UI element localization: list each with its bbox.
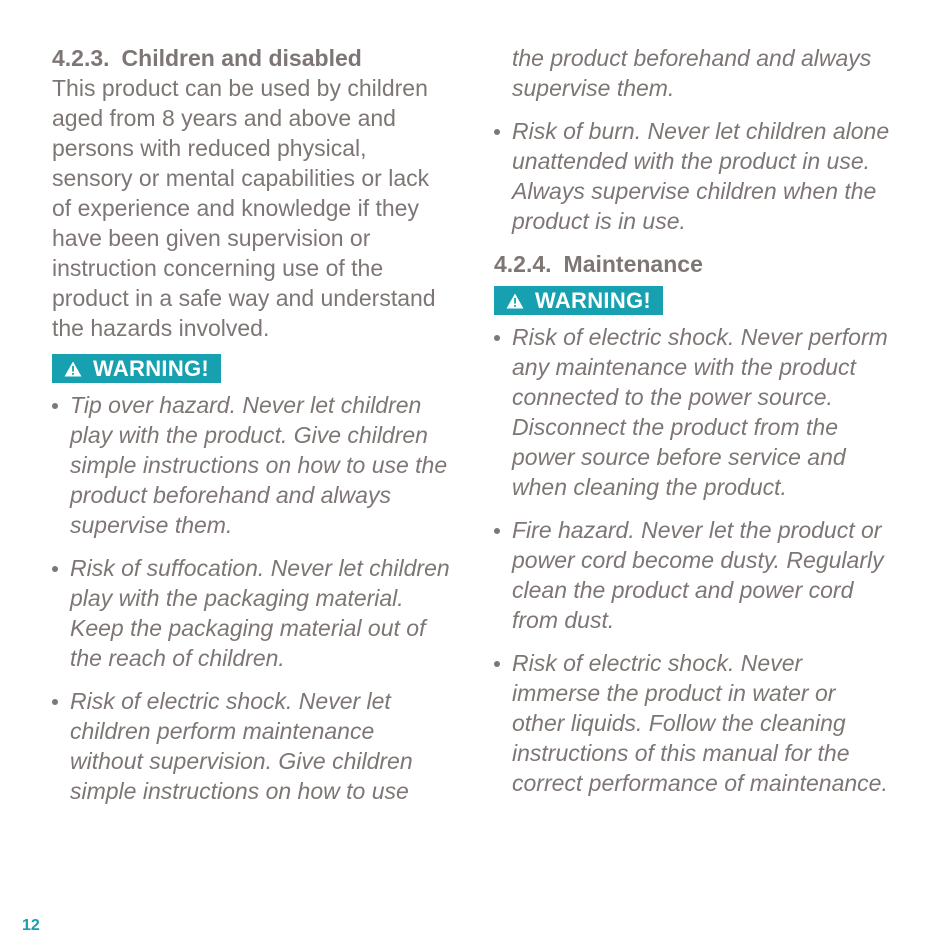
section-number: 4.2.3. — [52, 45, 110, 71]
list-item-text: Risk of electric shock. Never perform any maintenance with the product connected to the power source. Disconnect the product from the power source before service and when cleaning the product. — [512, 324, 888, 500]
bullet-dot — [494, 335, 500, 341]
section-title: Children and disabled — [121, 45, 362, 71]
list-item — [52, 390, 452, 540]
section-number: 4.2.4. — [494, 251, 552, 277]
bullet-dot — [494, 129, 500, 135]
warning-list — [494, 322, 894, 798]
section-heading-maintenance — [494, 249, 894, 279]
list-item-text: Risk of suffocation. Never let children play with the packaging material. Keep the packaging material out of the reach of children. — [70, 555, 450, 671]
bullet-dot — [52, 403, 58, 409]
list-item-text: Fire hazard. Never let the product or power cord become dusty. Regularly clean the product and power cord from dust. — [512, 517, 884, 633]
list-item-text: Tip over hazard. Never let children play with the product. Give children simple instructions on how to use the product beforehand and always supervise them. — [70, 392, 448, 538]
right-column — [494, 43, 894, 811]
list-item — [494, 116, 894, 236]
bullet-dot — [52, 699, 58, 705]
bullet-dot — [494, 528, 500, 534]
warning-badge — [52, 354, 221, 383]
warning-triangle-icon — [64, 361, 82, 377]
section-heading-children — [52, 43, 452, 73]
bullet-dot — [494, 661, 500, 667]
list-item — [494, 648, 894, 798]
warning-label: WARNING! — [535, 287, 652, 313]
section-title: Maintenance — [563, 251, 703, 277]
left-column — [52, 43, 452, 819]
bullet-dot — [52, 566, 58, 572]
warning-badge — [494, 286, 663, 315]
warning-list-continued — [494, 116, 894, 236]
list-item-text: Risk of burn. Never let children alone unattended with the product in use. Always supervise children when the product is in use. — [512, 118, 890, 234]
list-item — [52, 686, 452, 806]
warning-label: WARNING! — [93, 355, 210, 381]
list-item-text: Risk of electric shock. Never immerse the product in water or other liquids. Follow the cleaning instructions of this manual for the correct performance of maintenance. — [512, 650, 888, 796]
warning-list — [52, 390, 452, 806]
page-number: 12 — [22, 917, 40, 934]
list-item — [494, 515, 894, 635]
list-item — [52, 553, 452, 673]
list-item-text: Risk of electric shock. Never let children perform maintenance without supervision. Give children simple instructions on how to use — [70, 688, 413, 804]
continued-text: the product beforehand and always supervise them. — [512, 45, 872, 101]
list-item — [494, 322, 894, 502]
intro-paragraph: This product can be used by children aged from 8 years and above and persons with reduced physical, sensory or mental capabilities or lack of experience and knowledge if they have been given supervision or instruction concerning use of the product in a safe way and understand the hazards involved. — [52, 75, 436, 341]
warning-triangle-icon — [506, 293, 524, 309]
